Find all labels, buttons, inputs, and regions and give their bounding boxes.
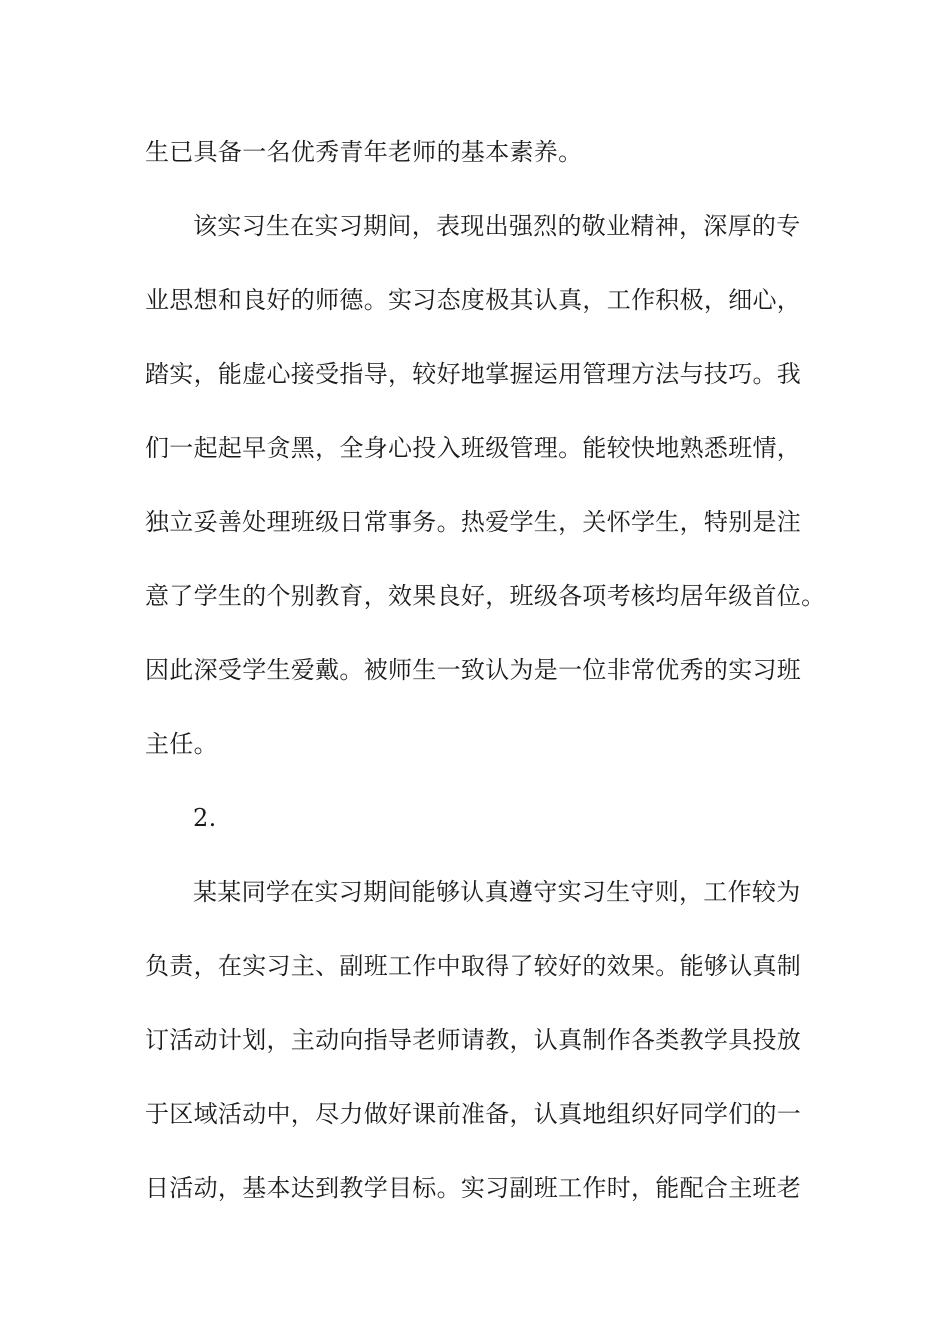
text-line-3: 业思想和良好的师德。实习态度极其认真，工作积极，细心， xyxy=(145,286,802,314)
text-line-14: 于区域活动中，尽力做好课前准备，认真地组织好同学们的一 xyxy=(145,1100,802,1128)
text-line-1: 生已具备一名优秀青年老师的基本素养。 xyxy=(145,138,583,166)
text-line-4: 踏实，能虚心接受指导，较好地掌握运用管理方法与技巧。我 xyxy=(145,360,802,388)
text-line-9: 主任。 xyxy=(145,730,218,758)
section-number: 2. xyxy=(193,804,217,832)
text-line-13: 订活动计划，主动向指导老师请教，认真制作各类教学具投放 xyxy=(145,1026,802,1054)
text-line-12: 负责，在实习主、副班工作中取得了较好的效果。能够认真制 xyxy=(145,952,802,980)
text-line-2: 该实习生在实习期间，表现出强烈的敬业精神，深厚的专 xyxy=(193,212,801,240)
text-line-15: 日活动，基本达到教学目标。实习副班工作时，能配合主班老 xyxy=(145,1174,802,1202)
text-line-8: 因此深受学生爱戴。被师生一致认为是一位非常优秀的实习班 xyxy=(145,656,802,684)
text-line-7: 意了学生的个别教育，效果良好，班级各项考核均居年级首位。 xyxy=(145,582,826,610)
text-line-6: 独立妥善处理班级日常事务。热爱学生，关怀学生，特别是注 xyxy=(145,508,802,536)
text-line-11: 某某同学在实习期间能够认真遵守实习生守则，工作较为 xyxy=(193,878,801,906)
text-line-5: 们一起起早贪黑，全身心投入班级管理。能较快地熟悉班情， xyxy=(145,434,802,462)
